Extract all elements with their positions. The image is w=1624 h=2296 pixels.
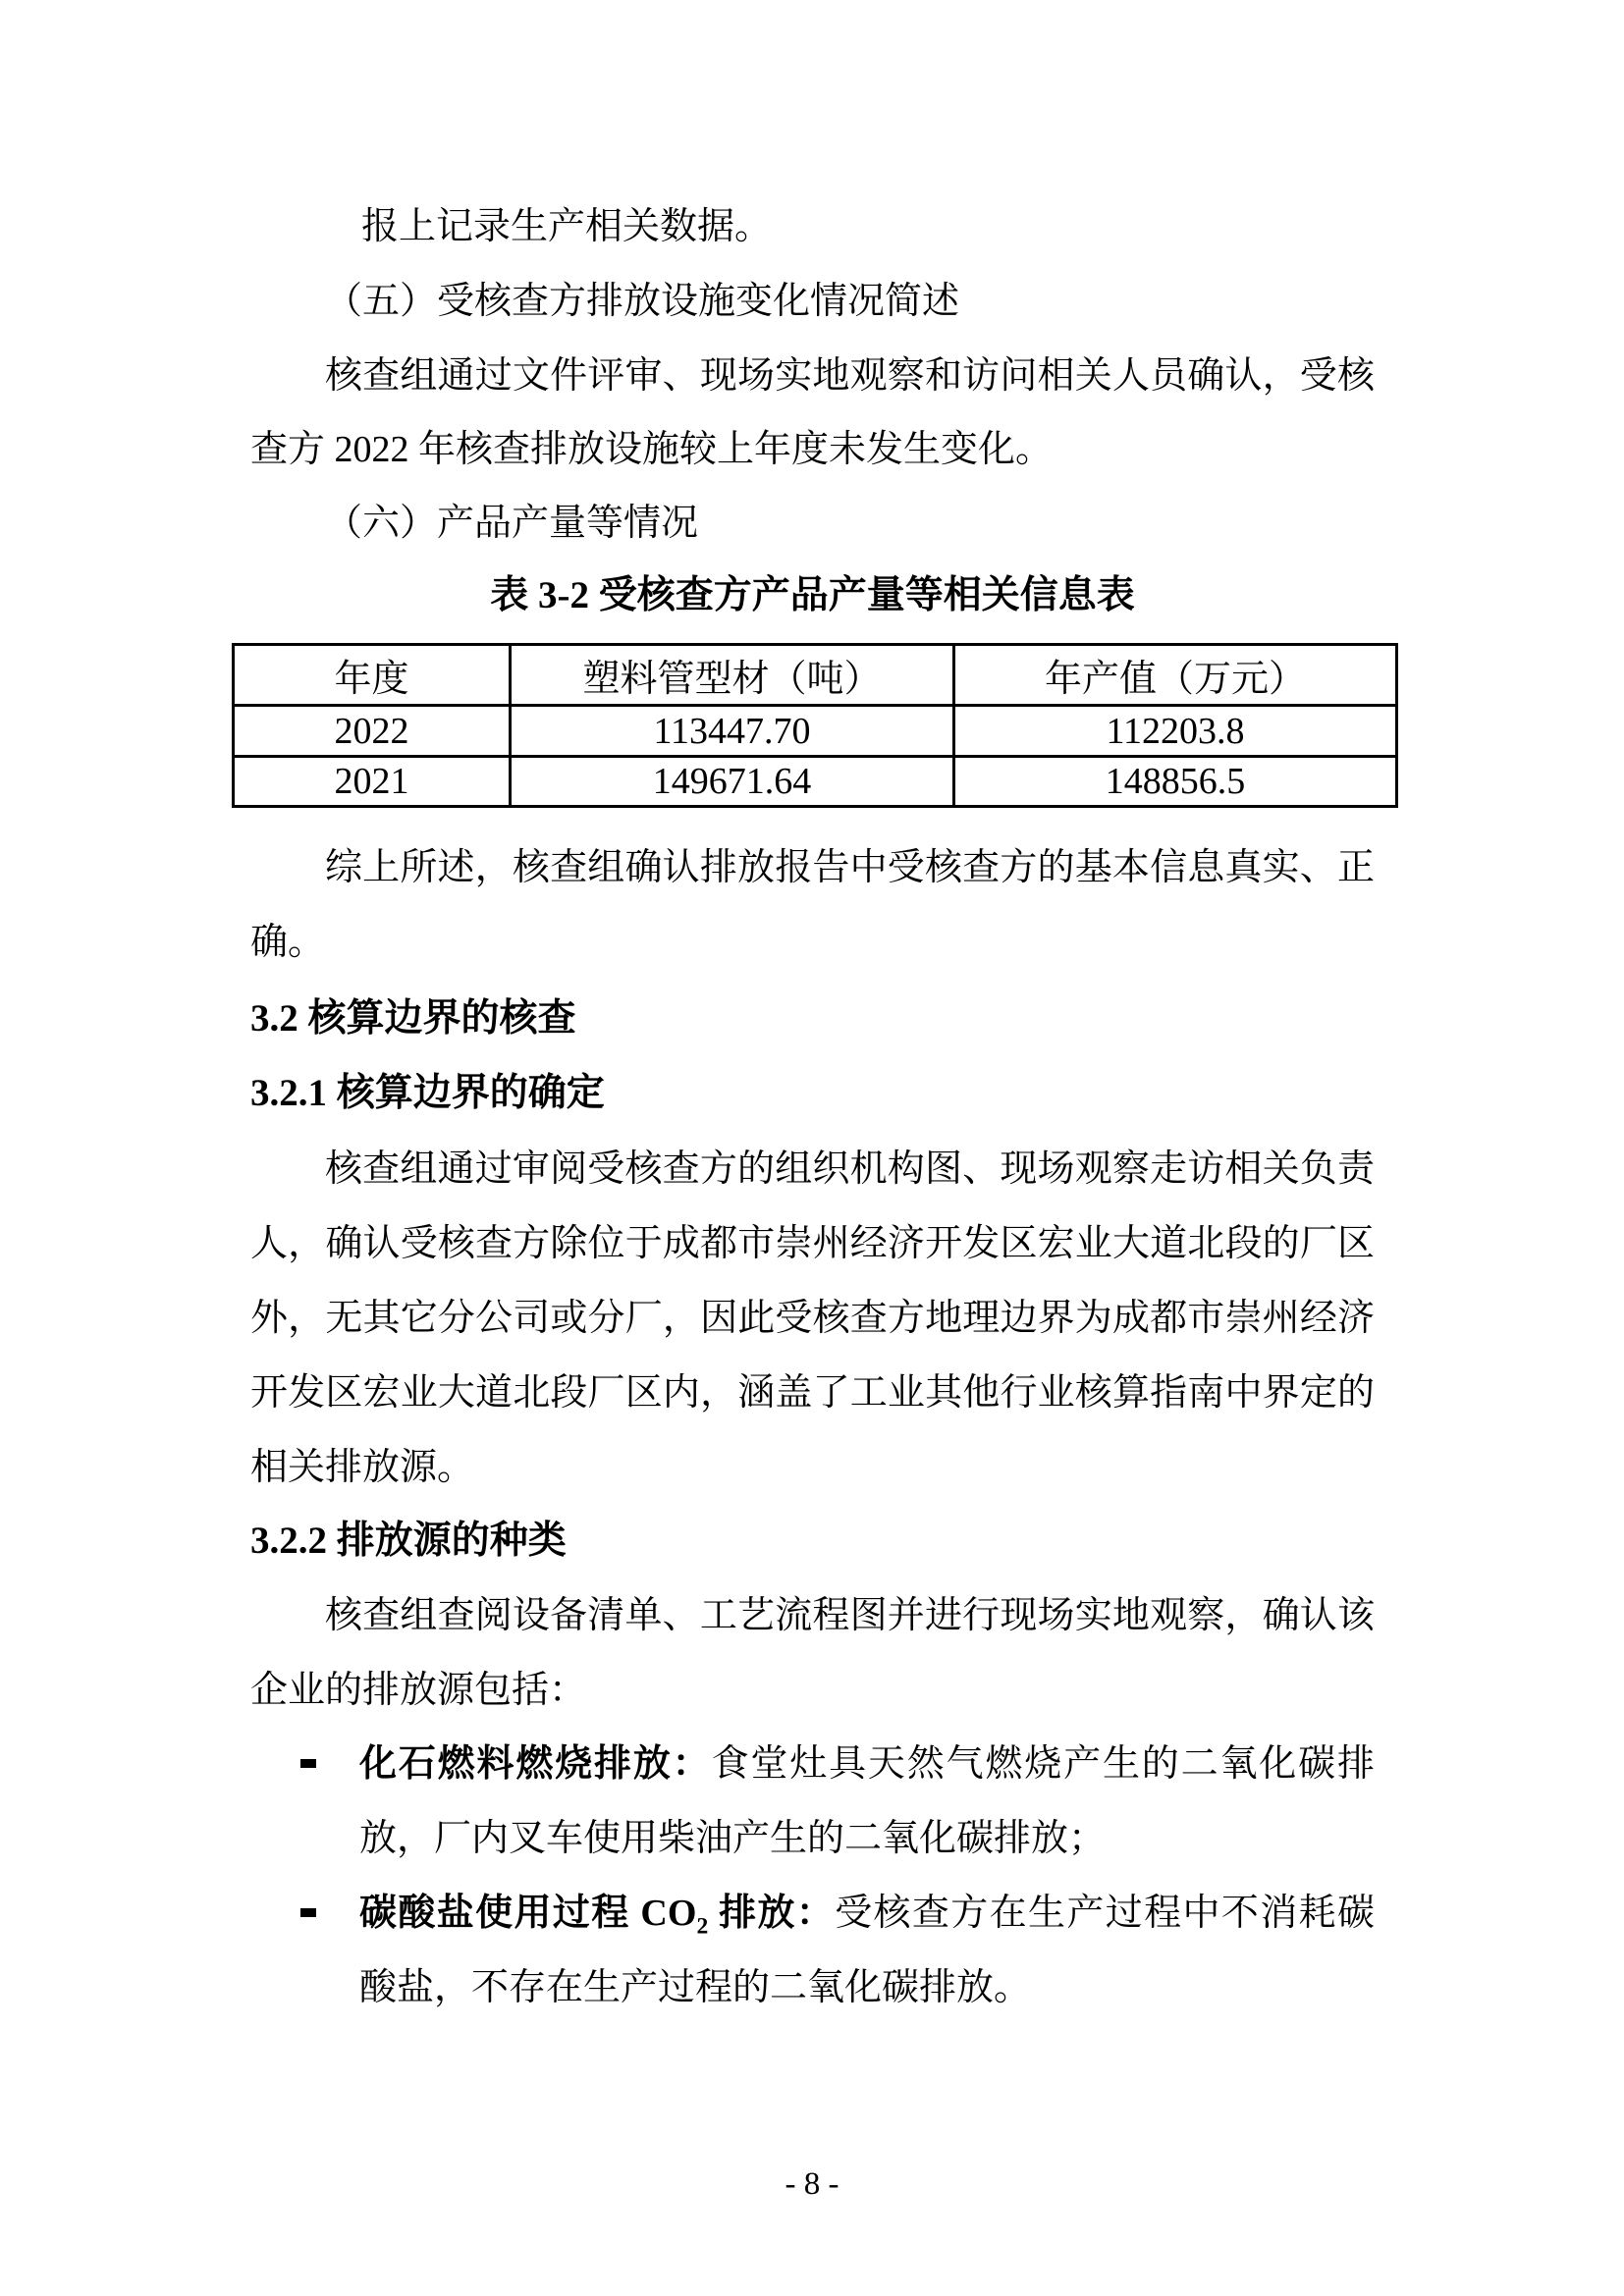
bullet-carbonate-line-1 <box>359 1876 1375 1950</box>
production-info-table <box>232 643 1398 808</box>
bullet-dash-icon <box>300 1908 316 1917</box>
header-cell-plastic-pipe: 塑料管型材（吨） <box>511 645 954 706</box>
table-header-row <box>234 645 1397 706</box>
bullet-carbonate-line-2: 酸盐，不存在生产过程的二氧化碳排放。 <box>359 1967 1032 2008</box>
para-summary-line-2: 确。 <box>250 922 326 963</box>
para-summary-line-1: 综上所述，核查组确认排放报告中受核查方的基本信息真实、正 <box>325 847 1375 888</box>
page-number: - 8 - <box>785 2166 839 2202</box>
subsection-heading-five: （五）受核查方排放设施变化情况简述 <box>325 281 960 322</box>
para-boundary-line-4: 开发区宏业大道北段厂区内，涵盖了工业其他行业核算指南中界定的 <box>250 1372 1375 1414</box>
para-boundary-line-2: 人，确认受核查方除位于成都市崇州经济开发区宏业大道北段的厂区 <box>250 1223 1375 1264</box>
co2-subscript: 2 <box>696 1913 709 1940</box>
cell-year-2022: 2022 <box>234 706 511 757</box>
para-facility-change-line-1: 核查组通过文件评审、现场实地观察和访问相关人员确认，受核 <box>325 355 1375 397</box>
bullet-fossil-fuel-line-1 <box>359 1727 1375 1801</box>
header-cell-annual-output: 年产值（万元） <box>954 645 1397 706</box>
section-heading-3-2-2: 3.2.2 排放源的种类 <box>250 1520 567 1562</box>
bullet-dash-icon <box>300 1759 316 1768</box>
bullet-carbonate-text: 受核查方在生产过程中不消耗碳 <box>835 1893 1375 1934</box>
section-heading-3-2: 3.2 核算边界的核查 <box>250 997 576 1040</box>
bullet-fossil-fuel-line-2: 放，厂内叉车使用柴油产生的二氧化碳排放； <box>359 1818 1107 1859</box>
table-caption: 表 3-2 受核查方产品产量等相关信息表 <box>490 574 1135 616</box>
table-row-2022 <box>234 706 1397 757</box>
subsection-heading-six: （六）产品产量等情况 <box>325 503 699 544</box>
cell-tons-2022: 113447.70 <box>511 706 954 757</box>
bullet-carbonate-label-post: 排放： <box>708 1893 836 1934</box>
table-row-2021 <box>234 757 1397 807</box>
para-boundary-line-3: 外，无其它分公司或分厂，因此受核查方地理边界为成都市崇州经济 <box>250 1298 1375 1339</box>
para-boundary-line-5: 相关排放源。 <box>250 1447 475 1488</box>
cell-value-2021: 148856.5 <box>954 757 1397 807</box>
para-boundary-line-1: 核查组通过审阅受核查方的组织机构图、现场观察走访相关负责 <box>325 1148 1375 1190</box>
cell-tons-2021: 149671.64 <box>511 757 954 807</box>
para-emission-sources-line-2: 企业的排放源包括： <box>250 1670 587 1711</box>
bullet-carbonate-label-pre: 碳酸盐使用过程 CO <box>359 1893 697 1934</box>
section-heading-3-2-1: 3.2.1 核算边界的确定 <box>250 1072 605 1114</box>
para-emission-sources-line-1: 核查组查阅设备清单、工艺流程图并进行现场实地观察，确认该 <box>325 1595 1375 1636</box>
paragraph-continuation-line: 报上记录生产相关数据。 <box>361 206 773 247</box>
bullet-fossil-fuel-label: 化石燃料燃烧排放： <box>359 1743 712 1785</box>
para-facility-change-line-2: 查方 2022 年核查排放设施较上年度未发生变化。 <box>250 429 1054 470</box>
cell-value-2022: 112203.8 <box>954 706 1397 757</box>
bullet-fossil-fuel-text: 食堂灶具天然气燃烧产生的二氧化碳排 <box>711 1743 1375 1785</box>
cell-year-2021: 2021 <box>234 757 511 807</box>
header-cell-year: 年度 <box>234 645 511 706</box>
